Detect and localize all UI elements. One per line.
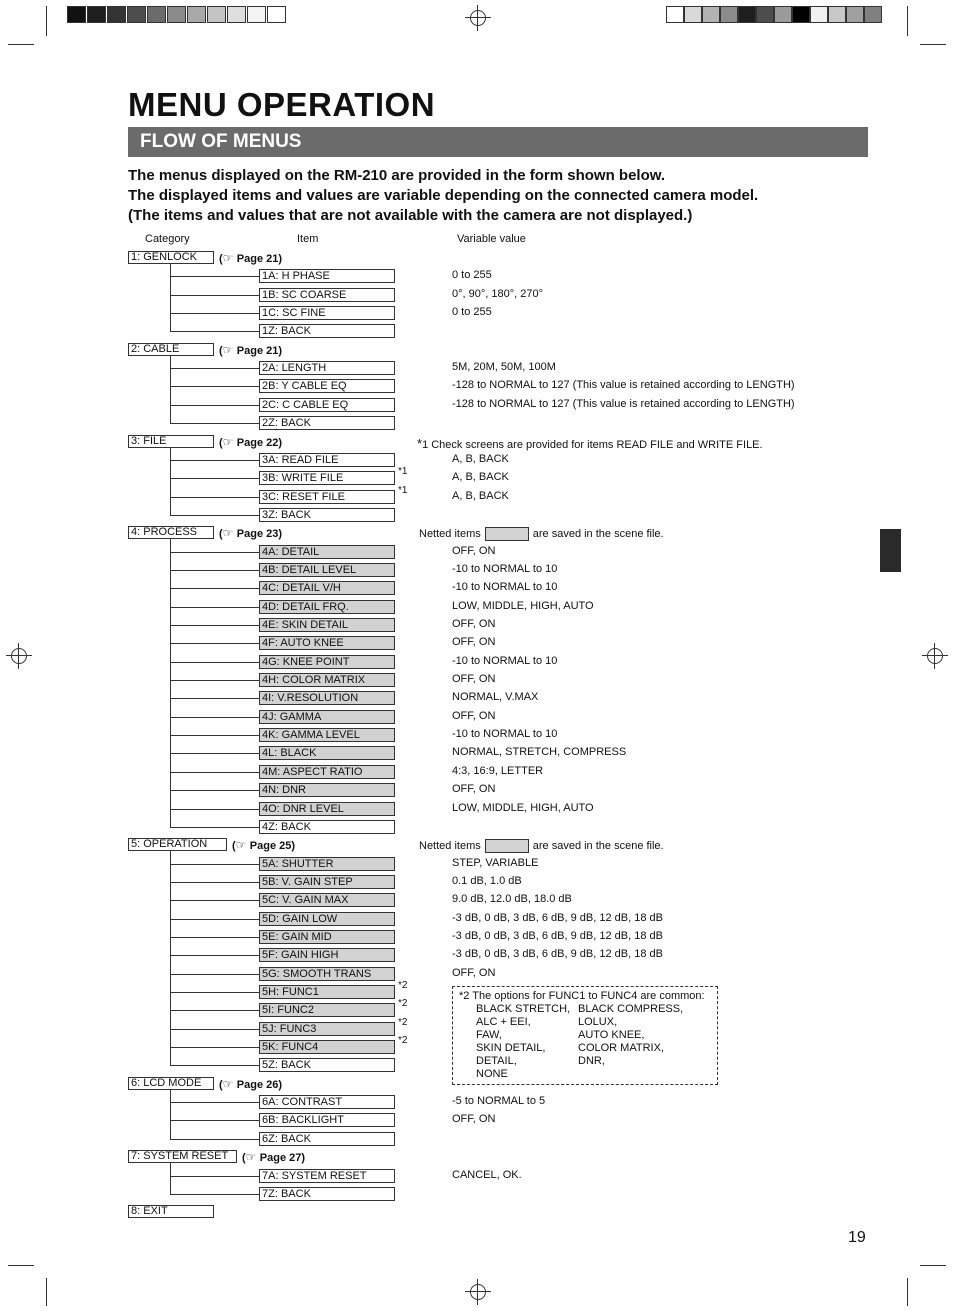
tree-connector [170,1163,171,1194]
variable-value: 0 to 255 [452,269,492,282]
menu-item: 3B: WRITE FILE [259,471,395,485]
tree-connector [170,1139,259,1140]
func-option: LOLUX, [578,1016,618,1028]
footnote-text: 1 Check screens are provided for items READ FILE and WRITE FILE. [422,438,763,451]
menu-item: 4I: V.RESOLUTION [259,691,395,705]
calibration-swatch [267,6,286,23]
crop-mark [920,44,946,45]
variable-value: NORMAL, STRETCH, COMPRESS [452,746,627,759]
page-reference-text: Page 26) [236,1078,283,1091]
tree-connector [170,552,259,553]
page-reference: (☞ Page 22) [219,434,283,449]
netted-legend-text: Netted items [419,840,481,853]
tree-connector [170,356,171,423]
calibration-swatch [187,6,206,23]
footnote-mark: *2 [398,998,408,1010]
variable-value: A, B, BACK [452,452,509,465]
footnote-mark: *1 [398,466,408,478]
func-note-heading: *2 The options for FUNC1 to FUNC4 are common: [459,990,705,1002]
tree-connector [170,460,259,461]
pointing-hand-icon: ☞ [222,526,237,541]
tree-connector [170,515,259,516]
calibration-swatch [864,6,882,23]
menu-category: 1: GENLOCK [128,251,214,264]
variable-value: CANCEL, OK. [452,1168,522,1181]
calibration-swatch [684,6,702,23]
section-title: FLOW OF MENUS [140,131,302,152]
netted-swatch [485,839,529,853]
tree-connector [170,368,259,369]
tree-connector [170,864,259,865]
tree-connector [170,1010,259,1011]
menu-category: 2: CABLE [128,343,214,356]
menu-item: 5H: FUNC1 [259,985,395,999]
tree-connector [170,882,259,883]
variable-value: -3 dB, 0 dB, 3 dB, 6 dB, 9 dB, 12 dB, 18 dB [452,948,663,961]
tree-connector [170,448,171,515]
variable-value: 0°, 90°, 180°, 270° [452,287,543,300]
tree-connector [170,607,259,608]
menu-item: 5A: SHUTTER [259,857,395,871]
intro-line: (The items and values that are not available with the camera are not displayed.) [128,207,693,224]
menu-item: 5Z: BACK [259,1058,395,1072]
page-reference-text: Page 22) [236,436,283,449]
menu-item: 5I: FUNC2 [259,1003,395,1017]
tree-connector [170,698,259,699]
menu-item: 4K: GAMMA LEVEL [259,728,395,742]
tree-connector [170,276,259,277]
page-reference: (☞ Page 27) [242,1150,306,1165]
page-title: MENU OPERATION [128,86,436,123]
menu-item: 5F: GAIN HIGH [259,948,395,962]
crop-mark [8,1265,34,1266]
func-option: BLACK COMPRESS, [578,1003,684,1015]
page-reference: (☞ Page 23) [219,526,283,541]
netted-swatch [485,527,529,541]
variable-value: -10 to NORMAL to 10 [452,728,558,741]
tree-connector [170,1102,259,1103]
menu-category: 3: FILE [128,435,214,448]
tree-connector [170,992,259,993]
menu-item: 4Z: BACK [259,820,395,834]
variable-value: -128 to NORMAL to 127 (This value is retained according to LENGTH) [452,379,795,392]
netted-legend-text: are saved in the scene file. [532,840,664,853]
menu-item: 7Z: BACK [259,1187,395,1201]
func-option: BLACK STRETCH, [476,1003,571,1015]
variable-value: -10 to NORMAL to 10 [452,562,558,575]
page-reference: (☞ Page 26) [219,1076,283,1091]
menu-item: 1C: SC FINE [259,306,395,320]
section-header [128,127,868,157]
tree-connector [170,827,259,828]
calibration-swatch [167,6,186,23]
tree-connector [170,423,259,424]
calibration-swatch [227,6,246,23]
tree-connector [170,386,259,387]
tree-connector [170,588,259,589]
tree-connector [170,405,259,406]
netted-legend [419,527,664,541]
menu-item: 3Z: BACK [259,508,395,522]
tree-connector [170,662,259,663]
tree-connector [170,680,259,681]
tree-connector [170,772,259,773]
calibration-swatch [207,6,226,23]
menu-item: 5D: GAIN LOW [259,912,395,926]
crop-mark [907,6,908,36]
variable-value: OFF, ON [452,709,496,722]
menu-item: 4O: DNR LEVEL [259,802,395,816]
func-option: DNR, [578,1055,605,1067]
netted-legend-text: Netted items [419,528,481,541]
func-options-note [452,986,718,1085]
calibration-swatch [774,6,792,23]
variable-value: OFF, ON [452,636,496,649]
menu-item: 7A: SYSTEM RESET [259,1169,395,1183]
registration-mark-icon [927,648,943,664]
intro-line: The displayed items and values are variable depending on the connected camera model. [128,187,759,204]
menu-item: 3C: RESET FILE [259,490,395,504]
pointing-hand-icon: ☞ [222,342,237,357]
variable-value: OFF, ON [452,966,496,979]
variable-value: -5 to NORMAL to 5 [452,1095,546,1108]
func-option: COLOR MATRIX, [578,1042,664,1054]
calibration-swatch [738,6,756,23]
menu-category: 5: OPERATION [128,838,227,851]
column-header-value: Variable value [457,233,526,245]
crop-mark [46,1278,47,1306]
tree-connector [170,295,259,296]
menu-item: 5B: V. GAIN STEP [259,875,395,889]
tree-connector [170,1176,259,1177]
menu-category: 8: EXIT [128,1205,214,1218]
calibration-swatch [810,6,828,23]
func-option: DETAIL, [476,1055,517,1067]
variable-value: 0.1 dB, 1.0 dB [452,874,522,887]
netted-legend-text: are saved in the scene file. [532,528,664,541]
menu-item: 4C: DETAIL V/H [259,581,395,595]
menu-item: 2B: Y CABLE EQ [259,379,395,393]
side-tab [880,529,901,572]
menu-item: 4H: COLOR MATRIX [259,673,395,687]
tree-connector [170,900,259,901]
tree-connector [170,1120,259,1121]
menu-category: 4: PROCESS [128,526,214,539]
pointing-hand-icon: ☞ [245,1150,260,1165]
calibration-swatch [828,6,846,23]
registration-mark-icon [470,1284,486,1300]
crop-mark [907,1278,908,1306]
calibration-swatch [666,6,684,23]
footnote-mark: *2 [398,980,408,991]
tree-connector [170,955,259,956]
menu-item: 6A: CONTRAST [259,1095,395,1109]
menu-item: 4D: DETAIL FRQ. [259,600,395,614]
tree-connector [170,790,259,791]
column-header-item: Item [297,233,319,245]
menu-item: 4G: KNEE POINT [259,655,395,669]
menu-item: 4J: GAMMA [259,710,395,724]
variable-value: 0 to 255 [452,306,492,319]
variable-value: LOW, MIDDLE, HIGH, AUTO [452,599,594,612]
func-option: AUTO KNEE, [578,1029,645,1041]
calibration-swatch [147,6,166,23]
registration-mark-icon [11,648,27,664]
page-reference-text: Page 21) [236,253,283,265]
calibration-swatch [846,6,864,23]
tree-connector [170,753,259,754]
tree-connector [170,809,259,810]
menu-item: 2Z: BACK [259,416,395,430]
page-reference-text: Page 21) [236,344,283,357]
menu-item: 5E: GAIN MID [259,930,395,944]
menu-item: 4F: AUTO KNEE [259,636,395,650]
column-header-category: Category [145,233,190,245]
calibration-swatch [67,6,86,23]
crop-mark [46,6,47,36]
pointing-hand-icon: ☞ [222,251,237,265]
tree-connector [170,919,259,920]
tree-connector [170,497,259,498]
page-reference: (☞ Page 25) [232,838,296,853]
pointing-hand-icon: ☞ [235,838,250,853]
variable-value: -3 dB, 0 dB, 3 dB, 6 dB, 9 dB, 12 dB, 18 dB [452,911,663,924]
calibration-swatch [127,6,146,23]
registration-mark-icon [470,10,486,26]
menu-item: 6Z: BACK [259,1132,395,1146]
calibration-swatch [756,6,774,23]
crop-mark [8,44,34,45]
footnote-mark: *2 [398,1035,408,1047]
variable-value: -128 to NORMAL to 127 (This value is retained according to LENGTH) [452,397,795,410]
footnote-mark: *2 [398,1016,408,1028]
tree-connector [170,974,259,975]
netted-legend [419,839,664,853]
menu-item: 4B: DETAIL LEVEL [259,563,395,577]
menu-item: 4E: SKIN DETAIL [259,618,395,632]
variable-value: OFF, ON [452,1113,496,1126]
menu-item: 4L: BLACK [259,746,395,760]
menu-item: 5K: FUNC4 [259,1040,395,1054]
footnote [417,436,763,451]
variable-value: -10 to NORMAL to 10 [452,581,558,594]
tree-connector [170,1047,259,1048]
variable-value: OFF, ON [452,783,496,796]
menu-item: 4N: DNR [259,783,395,797]
page-reference-text: Page 27) [259,1152,306,1165]
variable-value: OFF, ON [452,673,496,686]
menu-item: 3A: READ FILE [259,453,395,467]
func-option: FAW, [476,1029,502,1041]
calibration-swatch [87,6,106,23]
calibration-swatch [720,6,738,23]
tree-connector [170,539,171,827]
menu-item: 1A: H PHASE [259,269,395,283]
menu-item: 2A: LENGTH [259,361,395,375]
variable-value: OFF, ON [452,618,496,630]
tree-connector [170,1029,259,1030]
tree-connector [170,478,259,479]
variable-value: LOW, MIDDLE, HIGH, AUTO [452,801,594,814]
page-reference: (☞ Page 21) [219,342,283,357]
tree-connector [170,851,171,1065]
calibration-swatch [107,6,126,23]
menu-item: 2C: C CABLE EQ [259,398,395,412]
tree-connector [170,937,259,938]
intro-line: The menus displayed on the RM-210 are provided in the form shown below. [128,167,666,184]
tree-connector [170,1090,171,1139]
func-option: SKIN DETAIL, [476,1042,546,1054]
menu-item: 1Z: BACK [259,324,395,338]
crop-mark [920,1265,946,1266]
calibration-swatch [702,6,720,23]
page-reference: (☞ Page 21) [219,251,283,265]
page-reference-text: Page 23) [236,528,283,541]
calibration-swatch [247,6,266,23]
menu-item: 5G: SMOOTH TRANS [259,967,395,981]
menu-item: 1B: SC COARSE [259,288,395,302]
variable-value: 4:3, 16:9, LETTER [452,764,544,777]
tree-connector [170,1194,259,1195]
menu-item: 4M: ASPECT RATIO [259,765,395,779]
menu-item: 5C: V. GAIN MAX [259,893,395,907]
variable-value: NORMAL, V.MAX [452,691,539,704]
menu-item: 4A: DETAIL [259,545,395,559]
variable-value: OFF, ON [452,544,496,557]
variable-value: -10 to NORMAL to 10 [452,654,558,667]
footnote-mark: *1 [398,484,408,496]
tree-connector [170,1065,259,1066]
tree-connector [170,264,171,331]
tree-connector [170,570,259,571]
menu-item: 5J: FUNC3 [259,1022,395,1036]
tree-connector [170,313,259,314]
func-option: ALC + EEI, [476,1016,531,1028]
menu-category: 7: SYSTEM RESET [128,1150,237,1163]
tree-connector [170,643,259,644]
pointing-hand-icon: ☞ [222,434,237,449]
variable-value: 9.0 dB, 12.0 dB, 18.0 dB [452,893,572,906]
tree-connector [170,717,259,718]
func-option: NONE [476,1068,508,1080]
footnote-mark: * [417,435,423,451]
variable-value: A, B, BACK [452,489,509,502]
page-reference-text: Page 25) [249,840,296,853]
variable-value: A, B, BACK [452,471,509,484]
calibration-swatch [792,6,810,23]
menu-category: 6: LCD MODE [128,1077,214,1090]
tree-connector [170,735,259,736]
variable-value: STEP, VARIABLE [452,856,539,869]
tree-connector [170,625,259,626]
page-number: 19 [848,1229,866,1246]
variable-value: 5M, 20M, 50M, 100M [452,361,556,374]
variable-value: -3 dB, 0 dB, 3 dB, 6 dB, 9 dB, 12 dB, 18 dB [452,929,663,942]
pointing-hand-icon: ☞ [222,1076,237,1091]
menu-item: 6B: BACKLIGHT [259,1113,395,1127]
tree-connector [170,331,259,332]
